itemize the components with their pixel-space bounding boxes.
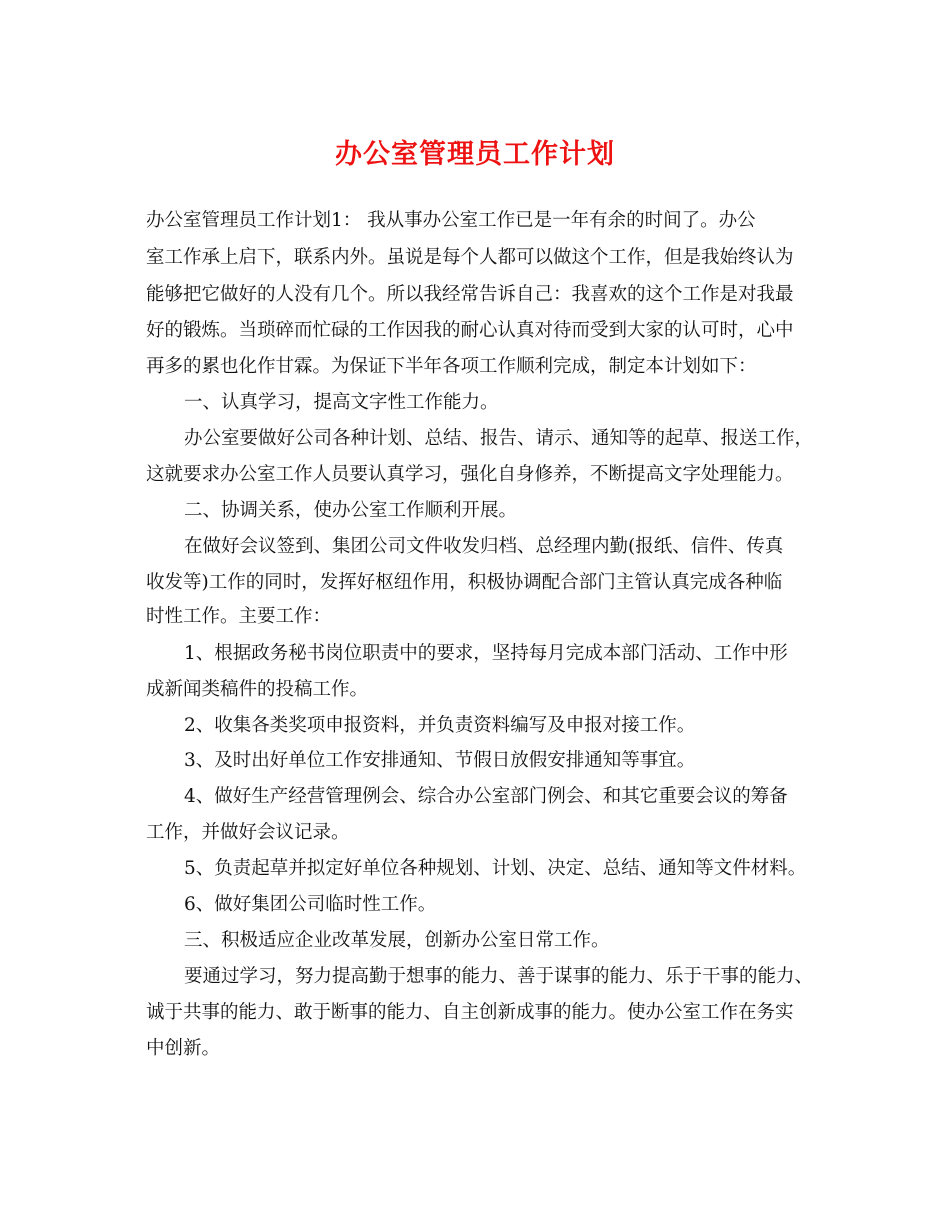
list-item: 3、及时出好单位工作安排通知、节假日放假安排通知等事宜。 [184,750,696,771]
list-item: 成新闻类稿件的投稿工作。 [146,679,369,700]
body-line: 办公室要做好公司各种计划、总结、报告、请示、通知等的起草、报送工作， [184,428,814,449]
body-line: 时性工作。主要工作： [146,606,332,627]
list-item: 2、收集各类奖项申报资料，并负责资料编写及申报对接工作。 [184,715,696,736]
list-item: 1、根据政务秘书岗位职责中的要求，坚持每月完成本部门活动、工作中形 [184,643,788,664]
body-line: 诚于共事的能力、敢于断事的能力、自主创新成事的能力。使办公室工作在务实 [146,1002,794,1023]
list-item: 5、负责起草并拟定好单位各种规划、计划、决定、总结、通知等文件材料。 [184,858,807,879]
body-line: 办公室管理员工作计划1： 我从事办公室工作已是一年有余的时间了。办公 [146,210,756,231]
document-title: 办公室管理员工作计划 [335,139,615,170]
section-heading: 二、协调关系，使办公室工作顺利开展。 [184,500,518,521]
body-line: 好的锻炼。当琐碎而忙碌的工作因我的耐心认真对待而受到大家的认可时，心中 [146,320,794,341]
body-line: 中创新。 [146,1038,221,1059]
body-line: 室工作承上启下，联系内外。虽说是每个人都可以做这个工作，但是我始终认为 [146,247,794,268]
body-line: 在做好会议签到、集团公司文件收发归档、总经理内勤(报纸、信件、传真 [184,536,784,557]
list-item: 4、做好生产经营管理例会、综合办公室部门例会、和其它重要会议的筹备 [184,786,788,807]
body-line: 能够把它做好的人没有几个。所以我经常告诉自己：我喜欢的这个工作是对我最 [146,284,794,305]
body-line: 要通过学习，努力提高勤于想事的能力、善于谋事的能力、乐于干事的能力、 [184,966,814,987]
list-item: 6、做好集团公司临时性工作。 [184,894,437,915]
body-line: 收发等)工作的同时，发挥好枢纽作用，积极协调配合部门主管认真完成各种临 [146,572,783,593]
list-item: 工作，并做好会议记录。 [146,822,350,843]
body-line: 再多的累也化作甘霖。为保证下半年各项工作顺利完成，制定本计划如下： [146,356,757,377]
body-line: 这就要求办公室工作人员要认真学习，强化自身修养，不断提高文字处理能力。 [146,464,794,485]
section-heading: 三、积极适应企业改革发展，创新办公室日常工作。 [184,930,610,951]
section-heading: 一、认真学习，提高文字性工作能力。 [184,392,499,413]
